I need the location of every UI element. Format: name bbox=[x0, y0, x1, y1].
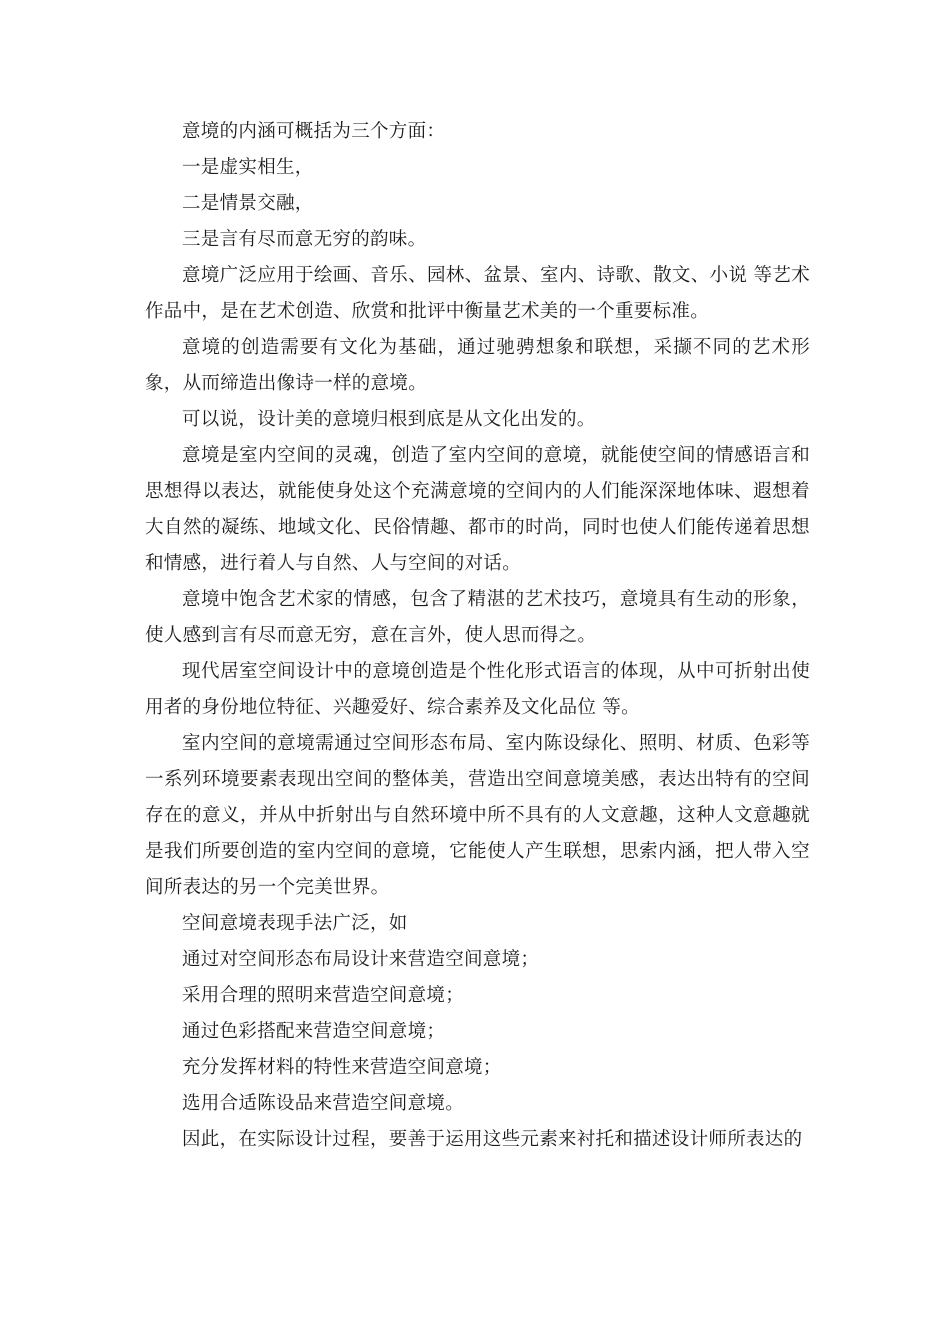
paragraph-soul: 意境是室内空间的灵魂，创造了室内空间的意境，就能使空间的情感语言和思想得以表达，就能使身处这个充满意境的空间内的人们能深深地体味、遐想着大自然的凝练、地域文化、民俗情趣、都市的时尚，同时也使人们能传递着思想和情感，进行着人与自然、人与空间的对话。 bbox=[145, 445, 810, 574]
paragraph-creation: 意境的创造需要有文化为基础，通过驰骋想象和联想，采撷不同的艺术形象，从而缔造出像诗一样的意境。 bbox=[145, 337, 810, 394]
paragraph-method-lighting: 采用合理的照明来营造空间意境； bbox=[182, 985, 465, 1006]
paragraph-point-3: 三是言有尽而意无穷的韵味。 bbox=[182, 229, 427, 250]
paragraph-method-layout: 通过对空间形态布局设计来营造空间意境； bbox=[182, 949, 540, 970]
paragraph-point-2: 二是情景交融， bbox=[182, 193, 314, 214]
paragraph-method-furnishing: 选用合适陈设品来营造空间意境。 bbox=[182, 1093, 465, 1114]
paragraph-methods-intro: 空间意境表现手法广泛，如 bbox=[182, 913, 408, 934]
paragraph-method-color: 通过色彩搭配来营造空间意境； bbox=[182, 1021, 446, 1042]
paragraph-applications: 意境广泛应用于绘画、音乐、园林、盆景、室内、诗歌、散文、小说 等艺术作品中，是在艺术创造、欣赏和批评中衡量艺术美的一个重要标准。 bbox=[145, 265, 810, 322]
paragraph-culture: 可以说，设计美的意境归根到底是从文化出发的。 bbox=[182, 409, 596, 430]
paragraph-modern-design: 现代居室空间设计中的意境创造是个性化形式语言的体现，从中可折射出使用者的身份地位特征、兴趣爱好、综合素养及文化品位 等。 bbox=[145, 661, 810, 718]
paragraph-intro: 意境的内涵可概括为三个方面： bbox=[182, 121, 446, 142]
paragraph-emotion: 意境中饱含艺术家的情感，包含了精湛的艺术技巧，意境具有生动的形象，使人感到言有尽而意无穷，意在言外，使人思而得之。 bbox=[145, 589, 810, 646]
paragraph-point-1: 一是虚实相生， bbox=[182, 157, 314, 178]
paragraph-method-material: 充分发挥材料的特性来营造空间意境； bbox=[182, 1057, 502, 1078]
document-body bbox=[145, 114, 810, 1158]
paragraph-conclusion: 因此，在实际设计过程，要善于运用这些元素来衬托和描述设计师所表达的 bbox=[182, 1129, 803, 1150]
paragraph-interior-space: 室内空间的意境需通过空间形态布局、室内陈设绿化、照明、材质、色彩等一系列环境要素表现出空间的整体美，营造出空间意境美感，表达出特有的空间存在的意义，并从中折射出与自然环境中所不具有的人文意趣，这种人文意趣就是我们所要创造的室内空间的意境，它能使人产生联想，思索内涵，把人带入空间所表达的另一个完美世界。 bbox=[145, 733, 810, 898]
